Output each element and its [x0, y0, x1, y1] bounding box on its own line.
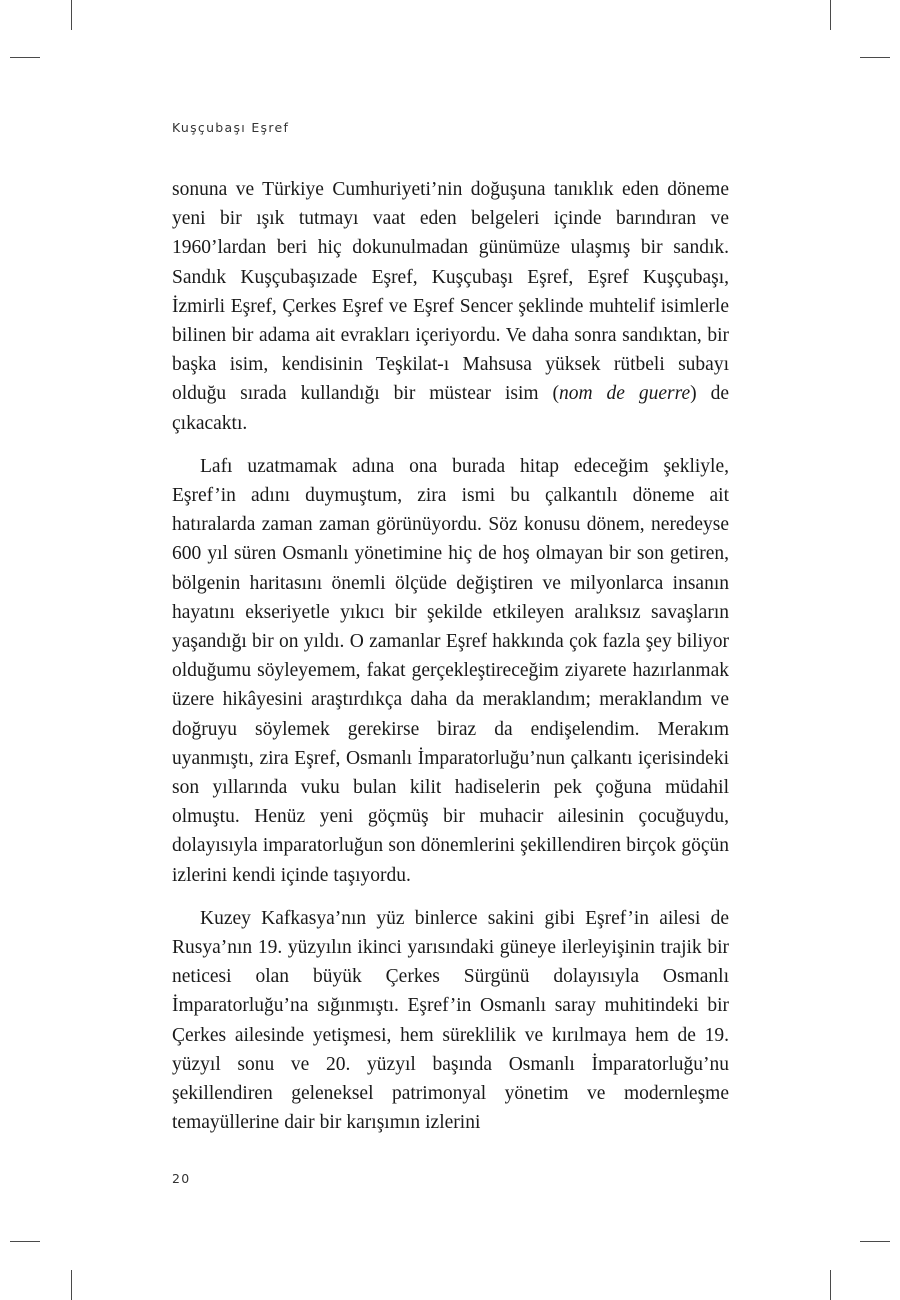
crop-mark-left-bottom	[10, 1241, 40, 1242]
paragraph-1-text-a: sonuna ve Türkiye Cumhuriyeti’nin doğuşuna tanıklık eden döneme yeni bir ışık tutmayı vaat eden belgeleri içinde barındıran ve 1960’lardan beri hiç dokunulmadan günümüze ulaşmış bir sandık. Sandık Kuşçubaşızade Eşref, Kuşçubaşı Eşref, Eşref Kuşçubaşı, İzmirli Eşref, Çerkes Eşref ve Eşref Sencer şeklinde muhtelif isimlerle bilinen bir adama ait evrakları içeriyordu. Ve daha sonra sandıktan, bir başka isim, kendisinin Teşkilat-ı Mahsusa yüksek rütbeli subayı olduğu sırada kullandığı bir müstear isim (	[172, 179, 729, 405]
paragraph-1	[172, 175, 729, 438]
crop-mark-bottom-left	[71, 1270, 72, 1300]
crop-mark-top-right	[830, 0, 831, 30]
paragraph-1-text-b: ) de çıkacaktı.	[172, 383, 729, 434]
crop-mark-left-top	[10, 57, 40, 58]
crop-mark-top-left	[71, 0, 72, 30]
crop-mark-bottom-right	[830, 1270, 831, 1300]
crop-mark-right-bottom	[860, 1241, 890, 1242]
body-text	[172, 175, 729, 1138]
paragraph-3: Kuzey Kafkasya’nın yüz binlerce sakini gibi Eşref’in ailesi de Rusya’nın 19. yüzyılın ikinci yarısındaki güneye ilerleyişinin trajik bir neticesi olan büyük Çerkes Sürgünü dolayısıyla Osmanlı İmparatorluğu’na sığınmıştı. Eşref’in Osmanlı saray muhitindeki bir Çerkes ailesinde yetişmesi, hem süreklilik ve kırılmaya hem de 19. yüzyıl sonu ve 20. yüzyıl başında Osmanlı İmparatorluğu’nu şekillendiren geleneksel patrimonyal yönetim ve modernleşme temayüllerine dair bir karışımın izlerini	[172, 907, 729, 1134]
paragraph-2: Lafı uzatmamak adına ona burada hitap edeceğim şekliyle, Eşref’in adını duymuştum, zira ismi bu çalkantılı döneme ait hatıralarda zaman zaman görünüyordu. Söz konusu dönem, neredeyse 600 yıl süren Osmanlı yönetimine hiç de hoş olmayan bir son getiren, bölgenin haritasını önemli ölçüde değiştiren ve milyonlarca insanın hayatını ekseriyetle yıkıcı bir şekilde etkileyen aralıksız savaşların yaşandığı bir on yıldı. O zamanlar Eşref hakkında çok fazla şey biliyor olduğumu söyleyemem, fakat gerçekleştireceğim ziyarete hazırlanmak üzere hikâyesini araştırdıkça daha da meraklandım; meraklandım ve doğruyu söylemek gerekirse biraz da endişelendim. Merakım uyanmıştı, zira Eşref, Osmanlı İmparatorluğu’nun çalkantı içerisindeki son yıllarında vuku bulan kilit hadiselerin pek çoğuna müdahil olmuştu. Henüz yeni göçmüş bir muhacir ailesinin çocuğuydu, dolayısıyla imparatorluğun son dönemlerini şekillendiren birçok göçün izlerini kendi içinde taşıyordu.	[172, 455, 729, 886]
crop-mark-right-top	[860, 57, 890, 58]
running-head: Kuşçubaşı Eşref	[172, 120, 290, 135]
page-number: 20	[172, 1171, 191, 1186]
paragraph-1-italic-term: nom de guerre	[558, 383, 691, 405]
